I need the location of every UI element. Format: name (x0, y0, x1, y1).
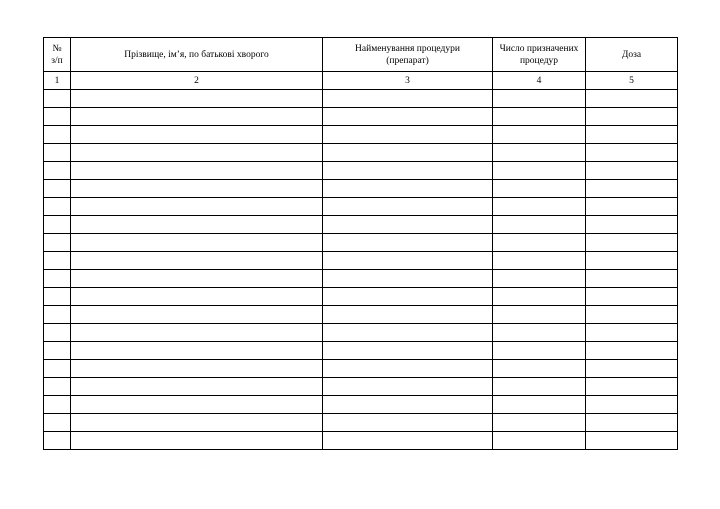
cell-procedure-count[interactable] (493, 396, 586, 414)
table-row (44, 216, 678, 234)
cell-procedure-count[interactable] (493, 378, 586, 396)
header-procedure-name (323, 38, 493, 72)
header-patient-name-label: Прізвище, ім’я, по батькові хворого (124, 49, 269, 60)
cell-dose[interactable] (586, 288, 678, 306)
cell-patient-name[interactable] (71, 108, 323, 126)
table-body (44, 90, 678, 450)
cell-procedure-count[interactable] (493, 162, 586, 180)
cell-number[interactable] (44, 342, 71, 360)
table-row (44, 90, 678, 108)
cell-patient-name[interactable] (71, 234, 323, 252)
cell-number[interactable] (44, 90, 71, 108)
cell-patient-name[interactable] (71, 378, 323, 396)
cell-number[interactable] (44, 270, 71, 288)
cell-dose[interactable] (586, 432, 678, 450)
cell-dose[interactable] (586, 378, 678, 396)
cell-number[interactable] (44, 396, 71, 414)
cell-procedure-name[interactable] (323, 270, 493, 288)
table-row (44, 324, 678, 342)
cell-dose[interactable] (586, 234, 678, 252)
cell-dose[interactable] (586, 342, 678, 360)
cell-dose[interactable] (586, 108, 678, 126)
cell-procedure-name[interactable] (323, 144, 493, 162)
cell-number[interactable] (44, 432, 71, 450)
cell-procedure-name[interactable] (323, 288, 493, 306)
column-number: 5 (586, 72, 678, 90)
table-row (44, 432, 678, 450)
cell-procedure-count[interactable] (493, 126, 586, 144)
cell-patient-name[interactable] (71, 360, 323, 378)
cell-patient-name[interactable] (71, 126, 323, 144)
table-header-row (44, 38, 678, 72)
cell-procedure-count[interactable] (493, 216, 586, 234)
cell-dose[interactable] (586, 414, 678, 432)
cell-procedure-name[interactable] (323, 180, 493, 198)
table-row (44, 162, 678, 180)
header-procedure-count-line2: процедур (519, 55, 559, 66)
table-row (44, 288, 678, 306)
cell-number[interactable] (44, 180, 71, 198)
cell-number[interactable] (44, 216, 71, 234)
table-row (44, 234, 678, 252)
cell-procedure-name[interactable] (323, 378, 493, 396)
cell-dose[interactable] (586, 90, 678, 108)
cell-procedure-name[interactable] (323, 396, 493, 414)
header-procedure-count-line1: Число призначених (499, 43, 579, 54)
cell-patient-name[interactable] (71, 306, 323, 324)
cell-dose[interactable] (586, 198, 678, 216)
header-procedure-name-line1: Найменування процедури (355, 43, 460, 54)
cell-procedure-count[interactable] (493, 144, 586, 162)
cell-procedure-name[interactable] (323, 126, 493, 144)
column-number: 1 (44, 72, 71, 90)
cell-patient-name[interactable] (71, 198, 323, 216)
header-procedure-name-line2: (препарат) (386, 55, 429, 66)
table-row (44, 396, 678, 414)
cell-procedure-name[interactable] (323, 108, 493, 126)
table-row (44, 252, 678, 270)
cell-patient-name[interactable] (71, 252, 323, 270)
cell-number[interactable] (44, 252, 71, 270)
cell-patient-name[interactable] (71, 288, 323, 306)
cell-procedure-name[interactable] (323, 216, 493, 234)
cell-patient-name[interactable] (71, 216, 323, 234)
header-patient-name (71, 38, 323, 72)
column-number: 4 (493, 72, 586, 90)
cell-number[interactable] (44, 234, 71, 252)
table-row (44, 378, 678, 396)
cell-procedure-count[interactable] (493, 198, 586, 216)
table-row (44, 108, 678, 126)
cell-patient-name[interactable] (71, 342, 323, 360)
cell-procedure-count[interactable] (493, 360, 586, 378)
header-number-symbol: № (52, 43, 62, 54)
header-dose (586, 38, 678, 72)
cell-dose[interactable] (586, 162, 678, 180)
cell-procedure-name[interactable] (323, 252, 493, 270)
cell-number[interactable] (44, 288, 71, 306)
cell-procedure-count[interactable] (493, 288, 586, 306)
cell-procedure-name[interactable] (323, 360, 493, 378)
cell-dose[interactable] (586, 324, 678, 342)
cell-number[interactable] (44, 306, 71, 324)
header-dose-label: Доза (621, 49, 642, 60)
table-row (44, 306, 678, 324)
table-row (44, 414, 678, 432)
cell-procedure-name[interactable] (323, 90, 493, 108)
cell-procedure-count[interactable] (493, 180, 586, 198)
column-number: 2 (71, 72, 323, 90)
cell-procedure-count[interactable] (493, 342, 586, 360)
cell-number[interactable] (44, 378, 71, 396)
cell-procedure-name[interactable] (323, 162, 493, 180)
table-row (44, 198, 678, 216)
column-number: 3 (323, 72, 493, 90)
cell-procedure-count[interactable] (493, 324, 586, 342)
cell-patient-name[interactable] (71, 90, 323, 108)
cell-procedure-count[interactable] (493, 306, 586, 324)
cell-procedure-name[interactable] (323, 342, 493, 360)
column-number-row (44, 72, 678, 90)
cell-dose[interactable] (586, 126, 678, 144)
table-row (44, 126, 678, 144)
cell-procedure-name[interactable] (323, 198, 493, 216)
cell-dose[interactable] (586, 252, 678, 270)
cell-procedure-name[interactable] (323, 432, 493, 450)
cell-procedure-count[interactable] (493, 432, 586, 450)
table-row (44, 180, 678, 198)
cell-patient-name[interactable] (71, 432, 323, 450)
cell-dose[interactable] (586, 306, 678, 324)
cell-procedure-count[interactable] (493, 234, 586, 252)
cell-number[interactable] (44, 108, 71, 126)
cell-procedure-count[interactable] (493, 90, 586, 108)
cell-dose[interactable] (586, 144, 678, 162)
header-number-abbrev: з/п (51, 55, 63, 66)
table-row (44, 144, 678, 162)
cell-patient-name[interactable] (71, 162, 323, 180)
cell-patient-name[interactable] (71, 324, 323, 342)
table-row (44, 360, 678, 378)
cell-procedure-name[interactable] (323, 234, 493, 252)
procedure-log-table (43, 37, 678, 450)
cell-dose[interactable] (586, 180, 678, 198)
cell-number[interactable] (44, 162, 71, 180)
cell-procedure-count[interactable] (493, 108, 586, 126)
cell-patient-name[interactable] (71, 144, 323, 162)
table-row (44, 342, 678, 360)
table-row (44, 270, 678, 288)
cell-patient-name[interactable] (71, 396, 323, 414)
cell-procedure-name[interactable] (323, 306, 493, 324)
cell-patient-name[interactable] (71, 270, 323, 288)
cell-patient-name[interactable] (71, 414, 323, 432)
cell-dose[interactable] (586, 360, 678, 378)
cell-procedure-name[interactable] (323, 324, 493, 342)
cell-procedure-count[interactable] (493, 414, 586, 432)
cell-procedure-count[interactable] (493, 252, 586, 270)
cell-number[interactable] (44, 198, 71, 216)
cell-number[interactable] (44, 360, 71, 378)
cell-number[interactable] (44, 324, 71, 342)
cell-dose[interactable] (586, 396, 678, 414)
header-number (44, 38, 71, 72)
cell-patient-name[interactable] (71, 180, 323, 198)
cell-number[interactable] (44, 126, 71, 144)
cell-procedure-count[interactable] (493, 270, 586, 288)
header-procedure-count (493, 38, 586, 72)
cell-number[interactable] (44, 414, 71, 432)
cell-dose[interactable] (586, 270, 678, 288)
cell-procedure-name[interactable] (323, 414, 493, 432)
cell-dose[interactable] (586, 216, 678, 234)
cell-number[interactable] (44, 144, 71, 162)
